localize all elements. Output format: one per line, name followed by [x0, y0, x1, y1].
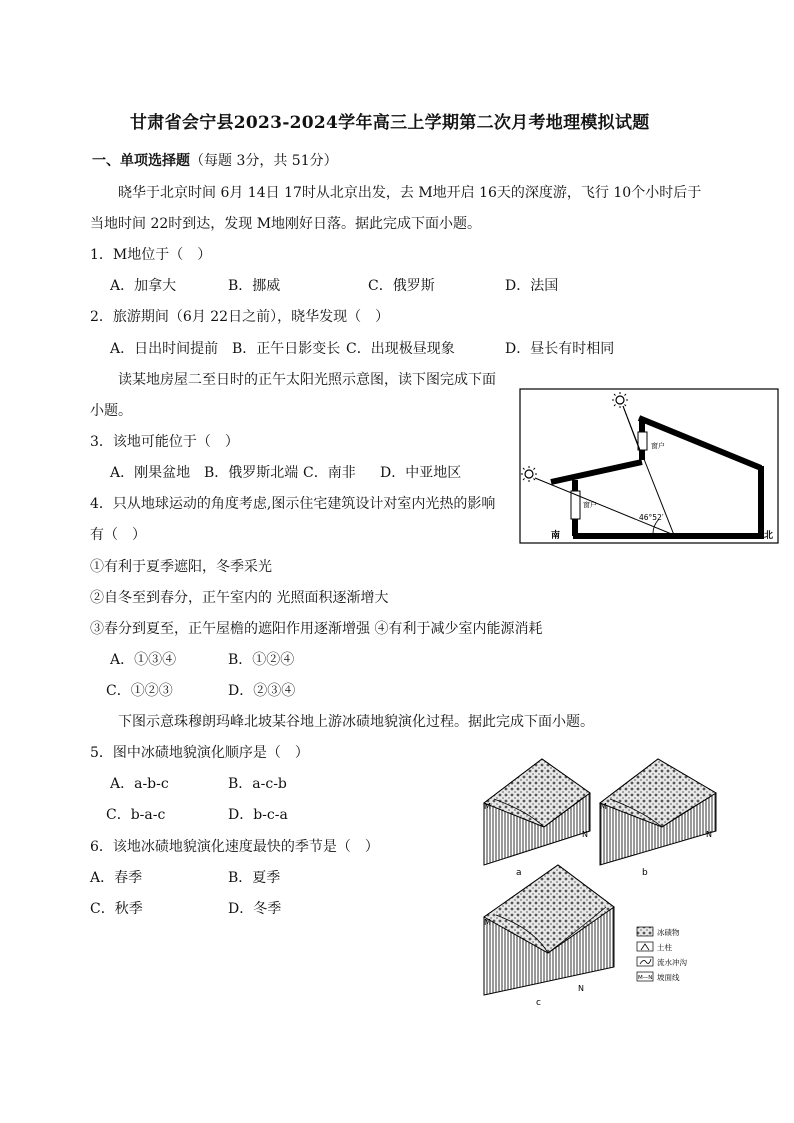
- angle-label: 46°52′: [639, 513, 664, 522]
- question-4-statement-2: ②自冬至到春分，正午室内的 光照面积逐渐增大: [90, 590, 389, 606]
- page-title: 甘肃省会宁县2023-2024学年高三上学期第二次月考地理模拟试题: [130, 113, 650, 133]
- block-c-label: c: [536, 998, 541, 1007]
- question-6-stem: 6．该地冰碛地貌演化速度最快的季节是（ ）: [90, 839, 379, 855]
- passage-3-line-1: 下图示意珠穆朗玛峰北坡某谷地上游冰碛地貌演化过程。据此完成下面小题。: [118, 714, 594, 730]
- question-6-option-a[interactable]: A．春季: [90, 870, 143, 886]
- question-6-option-d[interactable]: D．冬季: [228, 901, 282, 917]
- question-4-option-b[interactable]: B．①②④: [228, 652, 295, 668]
- house-sunlight-figure: [519, 388, 779, 544]
- question-5-option-c[interactable]: C．b-a-c: [106, 807, 166, 823]
- upper-window-label: 窗户: [651, 442, 665, 450]
- block-c: [484, 865, 614, 1007]
- legend-slope-label: 坡面线: [657, 973, 680, 982]
- question-4-statement-3: ③春分到夏至，正午屋檐的遮阳作用逐渐增强 ④有利于减少室内能源消耗: [90, 621, 543, 637]
- south-window: [571, 491, 580, 519]
- question-4-stem-line-2: 有（ ）: [90, 527, 146, 543]
- legend-moraine-swatch: [637, 927, 653, 936]
- legend-gully-label: 流水冲沟: [657, 958, 687, 967]
- question-4-statement-1: ①有利于夏季遮阳，冬季采光: [90, 559, 272, 575]
- block-a-label: a: [516, 868, 522, 878]
- block-b: [600, 759, 716, 878]
- block-a: [484, 759, 590, 878]
- question-2-stem: 2．旅游期间（6月 22日之前），晓华发现（ ）: [90, 309, 390, 325]
- question-2-option-b[interactable]: B．正午日影变长: [232, 341, 341, 357]
- section-heading-label: 一、单项选择题: [92, 153, 190, 169]
- legend-earth-pillar-label: 土柱: [657, 943, 672, 952]
- legend-gully-swatch: [637, 957, 653, 966]
- passage-2-line-2: 小题。: [90, 403, 132, 419]
- question-5-option-a[interactable]: A．a-b-c: [110, 776, 169, 792]
- legend-slope-mn: M—N: [638, 975, 653, 981]
- block-a-m-label: M: [484, 802, 491, 811]
- question-2-option-d[interactable]: D．昼长有时相同: [505, 341, 615, 357]
- question-5-option-d[interactable]: D．b-c-a: [228, 807, 288, 823]
- block-b-n-label: N: [706, 830, 712, 839]
- question-1-option-d[interactable]: D．法国: [505, 278, 559, 294]
- question-6-option-b[interactable]: B．夏季: [228, 870, 281, 886]
- legend-moraine-label: 冰碛物: [657, 928, 680, 937]
- south-window-label: 窗户: [583, 501, 597, 509]
- question-4-stem-line-1: 4．只从地球运动的角度考虑,图示住宅建筑设计对室内光热的影响: [90, 496, 496, 512]
- question-3-option-d[interactable]: D．中亚地区: [380, 465, 462, 481]
- question-2-option-c[interactable]: C．出现极昼现象: [346, 341, 455, 357]
- north-label: 北: [764, 531, 774, 541]
- block-a-n-label: N: [582, 830, 588, 839]
- block-c-n-label: N: [578, 984, 584, 993]
- question-3-option-c[interactable]: C．南非: [303, 465, 356, 481]
- question-6-option-c[interactable]: C．秋季: [90, 901, 143, 917]
- block-c-m-label: M: [484, 918, 491, 927]
- question-4-option-d[interactable]: D．②③④: [228, 683, 296, 699]
- question-4-option-a[interactable]: A．①③④: [110, 652, 177, 668]
- section-heading: [92, 152, 338, 170]
- south-label: 南: [551, 531, 561, 541]
- question-3-stem: 3．该地可能位于（ ）: [90, 434, 239, 450]
- question-1-stem: 1．M地位于（ ）: [90, 247, 212, 263]
- question-1-option-c[interactable]: C．俄罗斯: [368, 278, 435, 294]
- passage-2-line-1: 读某地房屋二至日时的正午太阳光照示意图，读下图完成下面: [118, 372, 496, 388]
- question-2-option-a[interactable]: A．日出时间提前: [110, 341, 219, 357]
- question-1-option-a[interactable]: A．加拿大: [110, 278, 177, 294]
- question-4-option-c[interactable]: C．①②③: [106, 683, 173, 699]
- question-3-option-b[interactable]: B．俄罗斯北端: [204, 465, 299, 481]
- question-1-option-b[interactable]: B．挪威: [228, 278, 281, 294]
- passage-1-line-2: 当地时间 22时到达，发现 M地刚好日落。据此完成下面小题。: [90, 216, 482, 232]
- question-3-option-a[interactable]: A．刚果盆地: [110, 465, 191, 481]
- block-b-label: b: [642, 868, 648, 878]
- passage-1-line-1: 晓华于北京时间 6月 14日 17时从北京出发，去 M地开启 16天的深度游，飞行 10个小时后于: [118, 185, 702, 201]
- block-b-m-label: M: [600, 802, 607, 811]
- section-heading-note: （每题 3分，共 51分）: [190, 153, 338, 169]
- question-5-option-b[interactable]: B．a-c-b: [228, 776, 287, 792]
- question-5-stem: 5．图中冰碛地貌演化顺序是（ ）: [90, 745, 309, 761]
- moraine-legend: [637, 927, 687, 982]
- moraine-figure: [474, 757, 728, 1007]
